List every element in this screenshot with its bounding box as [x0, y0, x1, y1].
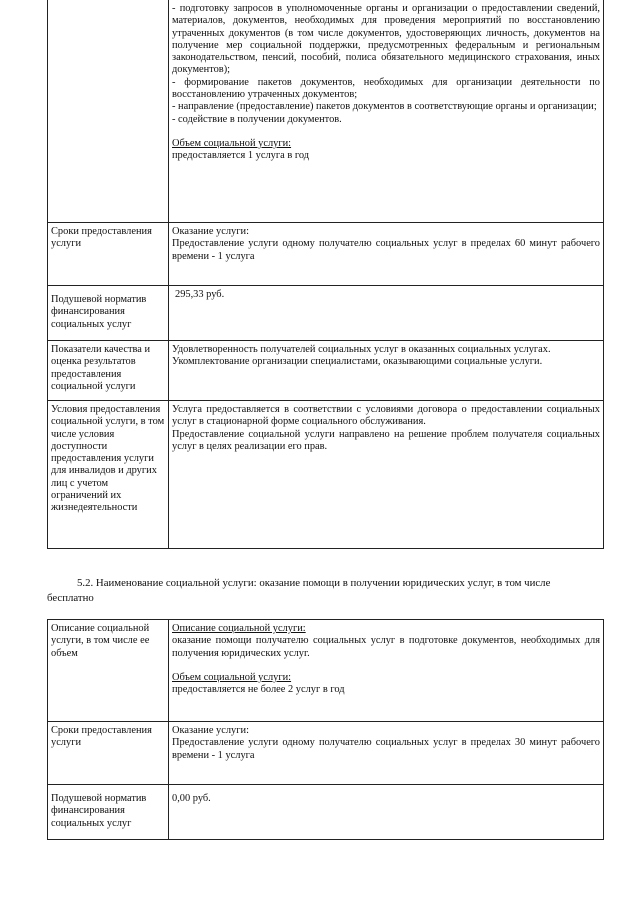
terms-title: Оказание услуги: — [172, 226, 249, 237]
row-value-cell — [169, 0, 604, 223]
row-label-norm: Подушевой норматив финансирования социальных услуг — [48, 286, 169, 341]
list-item: - формирование пакетов документов, необходимых для организации деятельности по восстановлению утраченных документов; — [172, 76, 600, 101]
norm-value: 0,00 руб. — [172, 793, 211, 804]
services-table-2 — [47, 619, 604, 840]
quality-line-1: Удовлетворенность получателей социальных услуг в оказанных социальных услугах. — [172, 344, 551, 355]
description-title: Описание социальной услуги: — [172, 623, 306, 634]
conditions-line-1: Услуга предоставляется в соответствии с условиями договора о предоставлении социальных услуг в стационарной форме социального обслуживания. — [172, 404, 600, 428]
norm-value: 295,33 руб. — [175, 289, 225, 300]
volume-label: Объем социальной услуги: — [172, 137, 292, 149]
description-text: оказание помощи получателю социальных услуг в подготовке документов, необходимых для получения юридических услуг. — [172, 635, 600, 659]
table-row — [48, 286, 604, 341]
volume-value: предоставляется не более 2 услуг в год — [172, 684, 345, 696]
volume-label: Объем социальной услуги: — [172, 671, 292, 683]
row-label-quality: Показатели качества и оценка результатов предоставления социальной услуги — [48, 341, 169, 401]
row-label-cell — [48, 0, 169, 223]
table-row — [48, 223, 604, 286]
row-label-terms: Сроки предоставления услуги — [48, 722, 169, 785]
section-heading — [47, 576, 603, 606]
row-label-terms: Сроки предоставления услуги — [48, 223, 169, 286]
row-value-conditions — [169, 401, 604, 549]
row-value-quality — [169, 341, 604, 401]
table-row — [48, 341, 604, 401]
row-value-terms — [169, 722, 604, 785]
section-heading-line-1: 5.2. Наименование социальной услуги: оказание помощи в получении юридических услуг, в том числе — [77, 577, 551, 589]
services-table-1 — [47, 0, 604, 549]
row-value-description — [169, 620, 604, 722]
conditions-line-2: Предоставление социальной услуги направлено на решение проблем получателя социальных услуг в целях реализации его прав. — [172, 428, 600, 452]
volume-value: предоставляется 1 услуга в год — [172, 150, 310, 162]
row-value-terms — [169, 223, 604, 286]
row-label-norm: Подушевой норматив финансирования социальных услуг — [48, 785, 169, 840]
table-row — [48, 620, 604, 722]
section-heading-line-2: бесплатно — [47, 592, 94, 604]
table-row — [48, 0, 604, 223]
terms-text: Предоставление услуги одному получателю социальных услуг в пределах 60 минут рабочего времени - 1 услуга — [172, 238, 600, 262]
terms-text: Предоставление услуги одному получателю социальных услуг в пределах 30 минут рабочего времени - 1 услуга — [172, 737, 600, 761]
list-item: - содействие в получении документов. — [172, 113, 342, 125]
terms-title: Оказание услуги: — [172, 725, 249, 736]
row-label-conditions: Условия предоставления социальной услуги, в том числе условия доступности предоставления услуги для инвалидов и других лиц с учетом ограничений их жизнедеятельности — [48, 401, 169, 549]
table-row — [48, 401, 604, 549]
quality-line-2: Укомплектование организации специалистами, оказывающими социальные услуги. — [172, 356, 543, 368]
table-row — [48, 722, 604, 785]
row-value-norm — [169, 785, 604, 840]
table-row — [48, 785, 604, 840]
row-value-norm — [169, 286, 604, 341]
list-item: - направление (предоставление) пакетов документов в соответствующие органы и организации; — [172, 101, 597, 113]
row-label-description: Описание социальной услуги, в том числе ее объем — [48, 620, 169, 722]
list-item: - подготовку запросов в уполномоченные органы и организации о предоставлении сведений, материалов, документов, необходимых для проведения мероприятий по восстановлению утраченных документов (в том числе документов, удостоверяющих личность, документов на получение мер социальной поддержки, предусмотренных федеральным и региональным законодательством, пенсий, пособий, полиса обязательного медицинского страхования, иных документов); — [172, 3, 600, 76]
